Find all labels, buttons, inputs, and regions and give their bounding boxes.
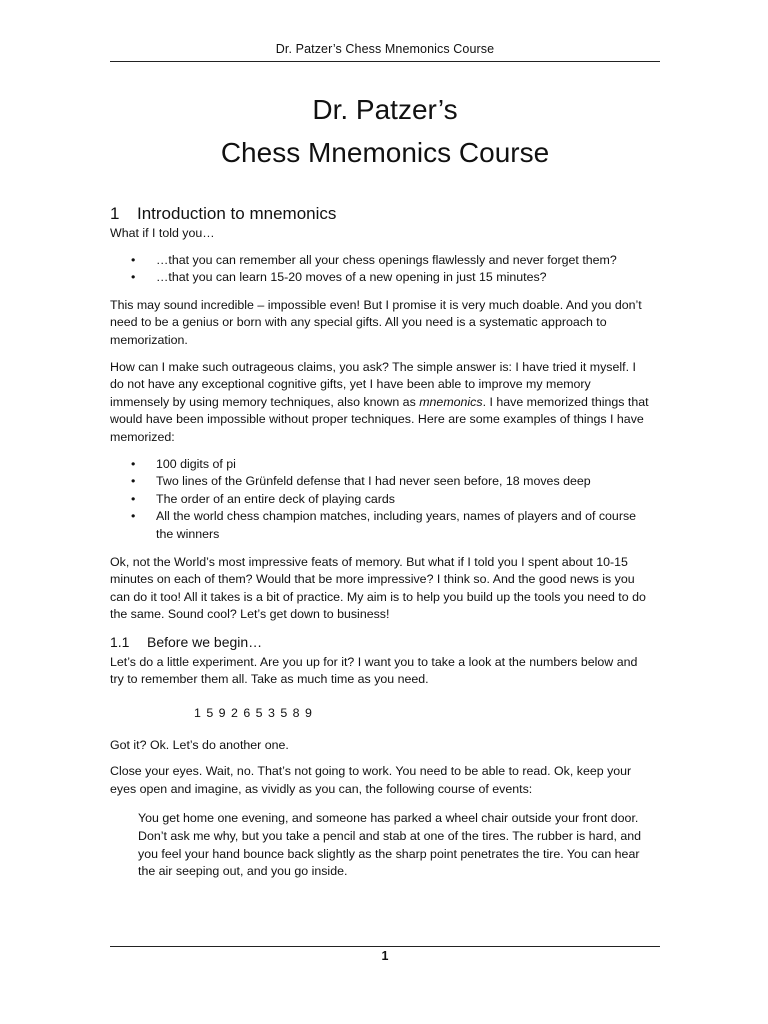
paragraph: Ok, not the World’s most impressive feats of memory. But what if I told you I spent about 10-15 minutes on each of them? Would that be more impressive? I think so. And the good news is you can do it too! All it takes is a bit of practice. My aim is to help you build up the tools you need to do the same. Sound cool? Let’s get down to business!: [110, 554, 646, 622]
document-body: [110, 203, 650, 890]
bullet-icon: •: [131, 270, 136, 285]
paragraph: Got it? Ok. Let’s do another one.: [110, 737, 289, 752]
list-item: • 100 digits of pi: [110, 456, 650, 474]
subsection-title: Before we begin…: [147, 633, 263, 650]
paragraph: This may sound incredible – impossible even! But I promise it is very much doable. And you don’t need to be a genius or born with any special gifts. All you need is a systematic approach to memorization.: [110, 297, 642, 347]
header-rule: [110, 61, 660, 62]
section-number: 1: [110, 204, 120, 223]
bullet-icon: •: [131, 252, 136, 267]
claims-list: [110, 252, 650, 287]
paragraph: Close your eyes. Wait, no. That’s not going to work. You need to be able to read. Ok, keep your eyes open and imagine, as vividly as you can, the following course of events:: [110, 764, 632, 796]
subsection-heading: [110, 633, 650, 652]
bullet-icon: •: [131, 456, 136, 471]
list-item: • The order of an entire deck of playing cards: [110, 491, 650, 509]
emphasis-mnemonics: mnemonics: [419, 394, 483, 409]
subsection-number: 1.1: [110, 633, 130, 650]
document-title: [110, 88, 660, 174]
section-title: Introduction to mnemonics: [137, 204, 337, 223]
examples-list: [110, 456, 650, 544]
bullet-icon: •: [131, 509, 136, 524]
title-line-2: Chess Mnemonics Course: [220, 137, 550, 168]
list-item: • …that you can remember all your chess openings flawlessly and never forget them?: [110, 252, 650, 270]
running-header: Dr. Patzer’s Chess Mnemonics Course: [275, 42, 495, 56]
lead-paragraph: What if I told you…: [110, 226, 215, 240]
title-line-1: Dr. Patzer’s: [312, 94, 458, 125]
list-item: • All the world chess champion matches, including years, names of players and of course the winners: [131, 509, 637, 541]
paragraph: Let’s do a little experiment. Are you up for it? I want you to take a look at the numbers below and try to remember them all. Take as much time as you need.: [110, 654, 638, 687]
list-item: • …that you can learn 15-20 moves of a new opening in just 15 minutes?: [110, 269, 650, 287]
bullet-icon: •: [131, 474, 136, 489]
bullet-icon: •: [131, 491, 136, 506]
list-item: • Two lines of the Grünfeld defense that I had never seen before, 18 moves deep: [110, 473, 650, 491]
page-number: 1: [381, 949, 389, 963]
block-quote: You get home one evening, and someone has parked a wheel chair outside your front door. Don’t ask me why, but you take a pencil and stab at one of the tires. The rubber is hard, and you feel your hand bounce back slightly as the sharp point penetrates the tire. You can hear the air seeping out, and you go inside.: [138, 811, 642, 879]
section-heading: [110, 203, 650, 225]
number-sequence: 1 5 9 2 6 5 3 5 8 9: [194, 706, 313, 721]
footer-rule: [110, 946, 660, 947]
paragraph: How can I make such outrageous claims, you ask? The simple answer is: I have tried it myself. I do not have any exceptional cognitive gifts, yet I have been able to improve my memory immensely by using memory techniques, also known as mnemonics. I have memorized things that would have been impossible without proper techniques. Here are some examples of things I have memorized:: [110, 359, 649, 444]
